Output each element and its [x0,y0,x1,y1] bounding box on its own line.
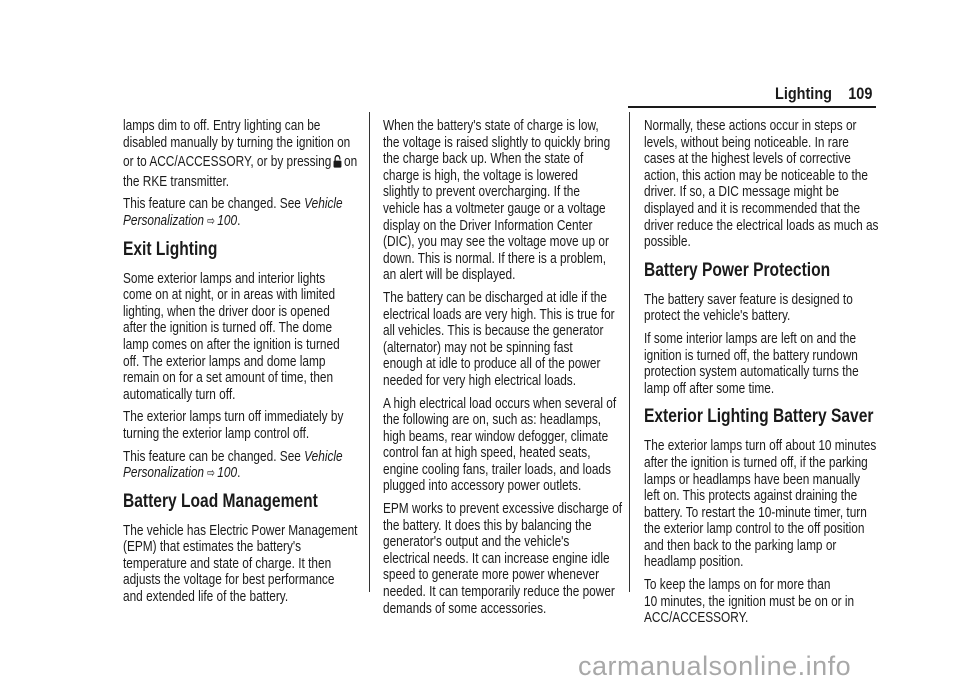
unlock-padlock-icon [333,155,342,168]
cross-reference[interactable]: Vehicle [304,447,343,465]
column-1 [123,118,359,612]
watermark: carmanualsonline.info [578,651,852,681]
page-reference[interactable]: 100 [217,464,238,482]
section-heading: Exit Lighting [123,238,218,260]
cross-reference[interactable]: Personalization [123,464,205,482]
paragraph: When the battery's state of charge is low, the voltage is raised slightly to quickly bring the charge back up. When the state of charge is high, the voltage is lowered slightly to prevent overcharging. If the vehicle has a voltmeter gauge or a voltage display on the Driver Information Center (DIC), you may see the voltage move up or down. This is normal. If there is a problem, an alert will be displayed. [383,117,611,284]
page-reference-arrow-icon: ⇨ [207,465,215,481]
column-divider [369,112,370,592]
paragraph: The vehicle has Electric Power Management (EPM) that estimates the battery's temperature and state of charge. It then adjusts the voltage for best performance and extended life of the battery. [123,521,358,606]
paragraph: The battery can be discharged at idle if the electrical loads are very high. This is true for all vehicles. This is because the generator (alternator) may not be spinning fast enough at idle to produce all of the power needed for very high electrical loads. [383,288,615,389]
page-header [628,82,876,106]
cross-reference[interactable]: Personalization [123,211,205,229]
paragraph: The exterior lamps turn off immediately by turning the exterior lamp control off. [123,408,344,442]
paragraph: The battery saver feature is designed to protect the vehicle's battery. [644,290,853,325]
header-rule [628,106,876,108]
paragraph: To keep the lamps on for more than 10 minutes, the ignition must be on or in ACC/ACCESSORY. [644,576,855,627]
paragraph: A high electrical load occurs when several of the following are on, such as: headlamps, high beams, rear window defogger, climate control fan at high speed, heated seats, engine cooling fans, trailer loads, and loads plugged into accessory power outlets. [383,394,617,495]
paragraph: EPM works to prevent excessive discharge of the battery. It does this by balancing the generator's output and the vehicle's electrical needs. It can increase engine idle speed to generate more power whenever needed. It can temporarily reduce the power demands of some accessories. [383,500,623,617]
paragraph: Normally, these actions occur in steps or levels, without being noticeable. In rare cases at the highest levels of corrective action, this action may be noticeable to the driver. If so, a DIC message might be displayed and it is recommended that the driver reduce the electrical loads as much as possible. [644,117,879,251]
paragraph: This feature can be changed. See Vehicle Personalization ⇨ 100. [123,195,343,229]
cross-reference[interactable]: Vehicle [304,195,343,213]
page-reference[interactable]: 100 [217,211,238,229]
paragraph: The exterior lamps turn off about 10 minutes after the ignition is turned off, if the parking lamps or headlamps have been manually left on. This protects against draining the battery. To restart the 10-minute timer, turn the exterior lamp control to the off position and then back to the parking lamp or headlamp position. [644,437,877,571]
section-title: Lighting [775,84,832,103]
column-divider [629,112,630,592]
section-heading: Exterior Lighting Battery Saver [644,406,874,428]
paragraph: If some interior lamps are left on and the ignition is turned off, the battery rundown protection system automatically turns the lamp off after some time. [644,329,859,397]
section-heading: Battery Power Protection [644,259,831,281]
column-2 [383,117,623,623]
paragraph: This feature can be changed. See Vehicle Personalization ⇨ 100. [123,447,343,482]
page-reference-arrow-icon: ⇨ [207,212,215,228]
section-heading: Battery Load Management [123,490,318,512]
column-3 [644,118,880,633]
paragraph: Some exterior lamps and interior lights come on at night, or in areas with limited lighting, when the driver door is opened after the ignition is turned off. The dome lamp comes on after the ignition is turned off. The exterior lamps and dome lamp remain on for a set amount of time, then automatically turn off. [123,269,340,403]
paragraph: lamps dim to off. Entry lighting can be disabled manually by turning the ignition on or to ACC/ACCESSORY, or by pressing on the RKE transmitter. [123,117,358,190]
page-number: 109 [847,84,872,103]
